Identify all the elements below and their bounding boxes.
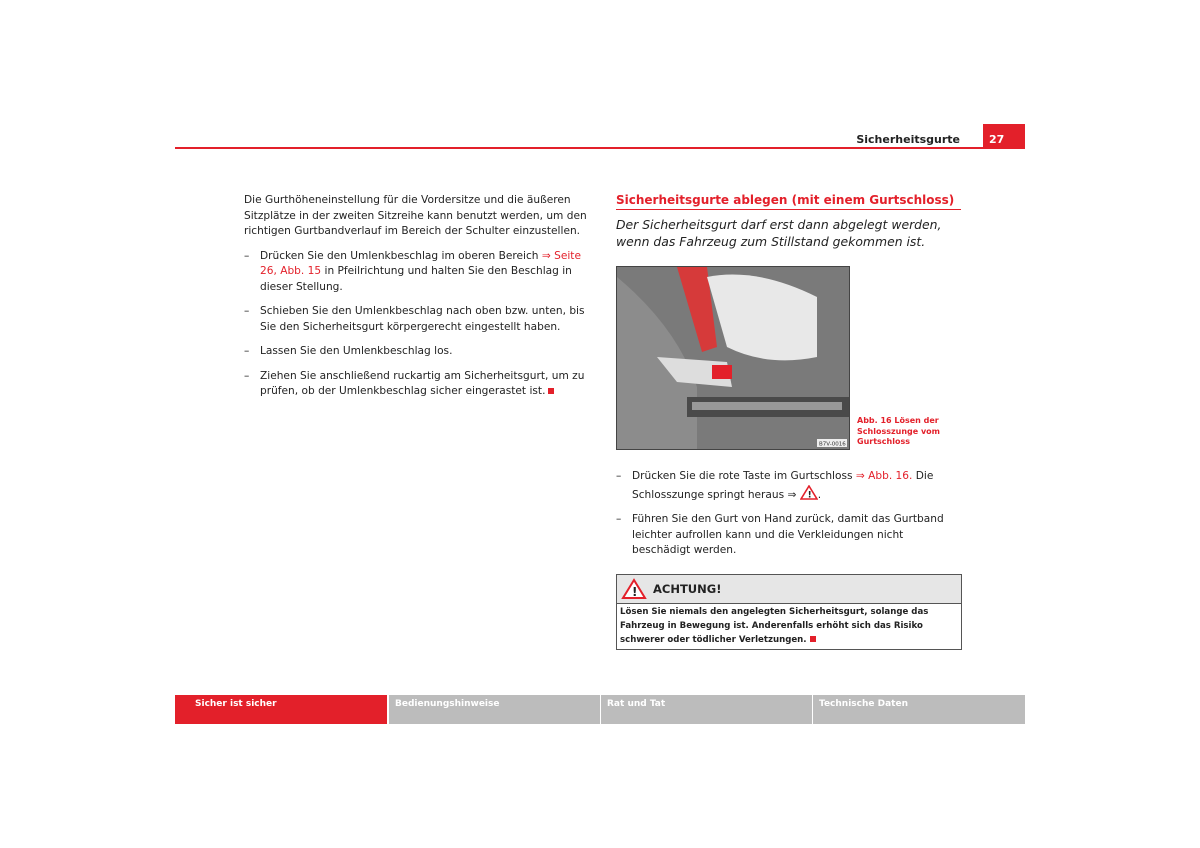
warning-box [616,574,962,650]
figure-code: B7V-0016 [819,441,846,448]
nav-tab-technische-daten[interactable]: Technische Daten [813,695,1025,724]
warning-triangle-icon [621,578,647,600]
header-rule [175,147,1025,149]
right-column [616,193,961,250]
nav-tab-sicher-ist-sicher[interactable]: Sicher ist sicher [175,695,387,724]
end-marker-icon [548,388,554,394]
seatbelt-buckle-illustration [617,267,849,449]
list-item: – Drücken Sie die rote Taste im Gurtschloss ⇒ Abb. 16. Die Schlosszunge springt heraus ⇒ ! . [616,470,934,501]
list-item: – Schieben Sie den Umlenkbeschlag nach oben bzw. unten, bis Sie den Sicherheitsgurt körpergerecht eingestellt haben. [244,305,585,333]
list-item: – Führen Sie den Gurt von Hand zurück, damit das Gurtband leichter aufrollen kann und die Verkleidungen nicht beschädigt werden. [616,513,944,556]
warning-title: ACHTUNG! [653,582,722,596]
page-link[interactable]: ⇒ Seite 26, Abb. 15 [260,249,581,277]
svg-text:!: ! [632,585,638,599]
section-heading: Sicherheitsgurte ablegen (mit einem Gurtschloss) [616,193,961,210]
nav-tab-bedienungshinweise[interactable]: Bedienungshinweise [389,695,600,724]
list-item: – Lassen Sie den Umlenkbeschlag los. [244,345,453,357]
right-steps [616,469,961,568]
intro-paragraph: Die Gurthöheneinstellung für die Vordersitze und die äußeren Sitzplätze in der zweiten Sitzreihe kann benutzt werden, um den richtigen Gurtbandverlauf im Bereich der Schulter einzustellen. [244,194,587,237]
figure-image [616,266,850,450]
page-number: 27 [983,124,1025,148]
warning-header [617,575,961,604]
lead-text: Der Sicherheitsgurt darf erst dann abgelegt werden, wenn das Fahrzeug zum Stillstand gekommen ist. [616,217,942,249]
left-column [244,193,589,409]
svg-text:!: ! [807,490,812,500]
list-item: – Ziehen Sie anschließend ruckartig am Sicherheitsgurt, um zu prüfen, ob der Umlenkbeschlag sicher eingerastet ist. [244,369,585,397]
figure-link[interactable]: ⇒ Abb. 16. [855,470,913,482]
warning-icon[interactable] [800,485,818,500]
figure-caption: Abb. 16 Lösen der Schlosszunge vom Gurtschloss [857,416,940,446]
warning-text: Lösen Sie niemals den angelegten Sicherheitsgurt, solange das Fahrzeug in Bewegung ist. Anderenfalls erhöht sich das Risiko schwerer oder tödlicher Verletzungen. [620,607,929,645]
section-title: Sicherheitsgurte [856,133,960,146]
list-item: – Drücken Sie den Umlenkbeschlag im oberen Bereich ⇒ Seite 26, Abb. 15 in Pfeilrichtung und halten Sie den Beschlag in dieser Stellung. [244,249,581,293]
nav-tab-rat-und-tat[interactable]: Rat und Tat [601,695,812,724]
end-marker-icon [810,636,816,642]
